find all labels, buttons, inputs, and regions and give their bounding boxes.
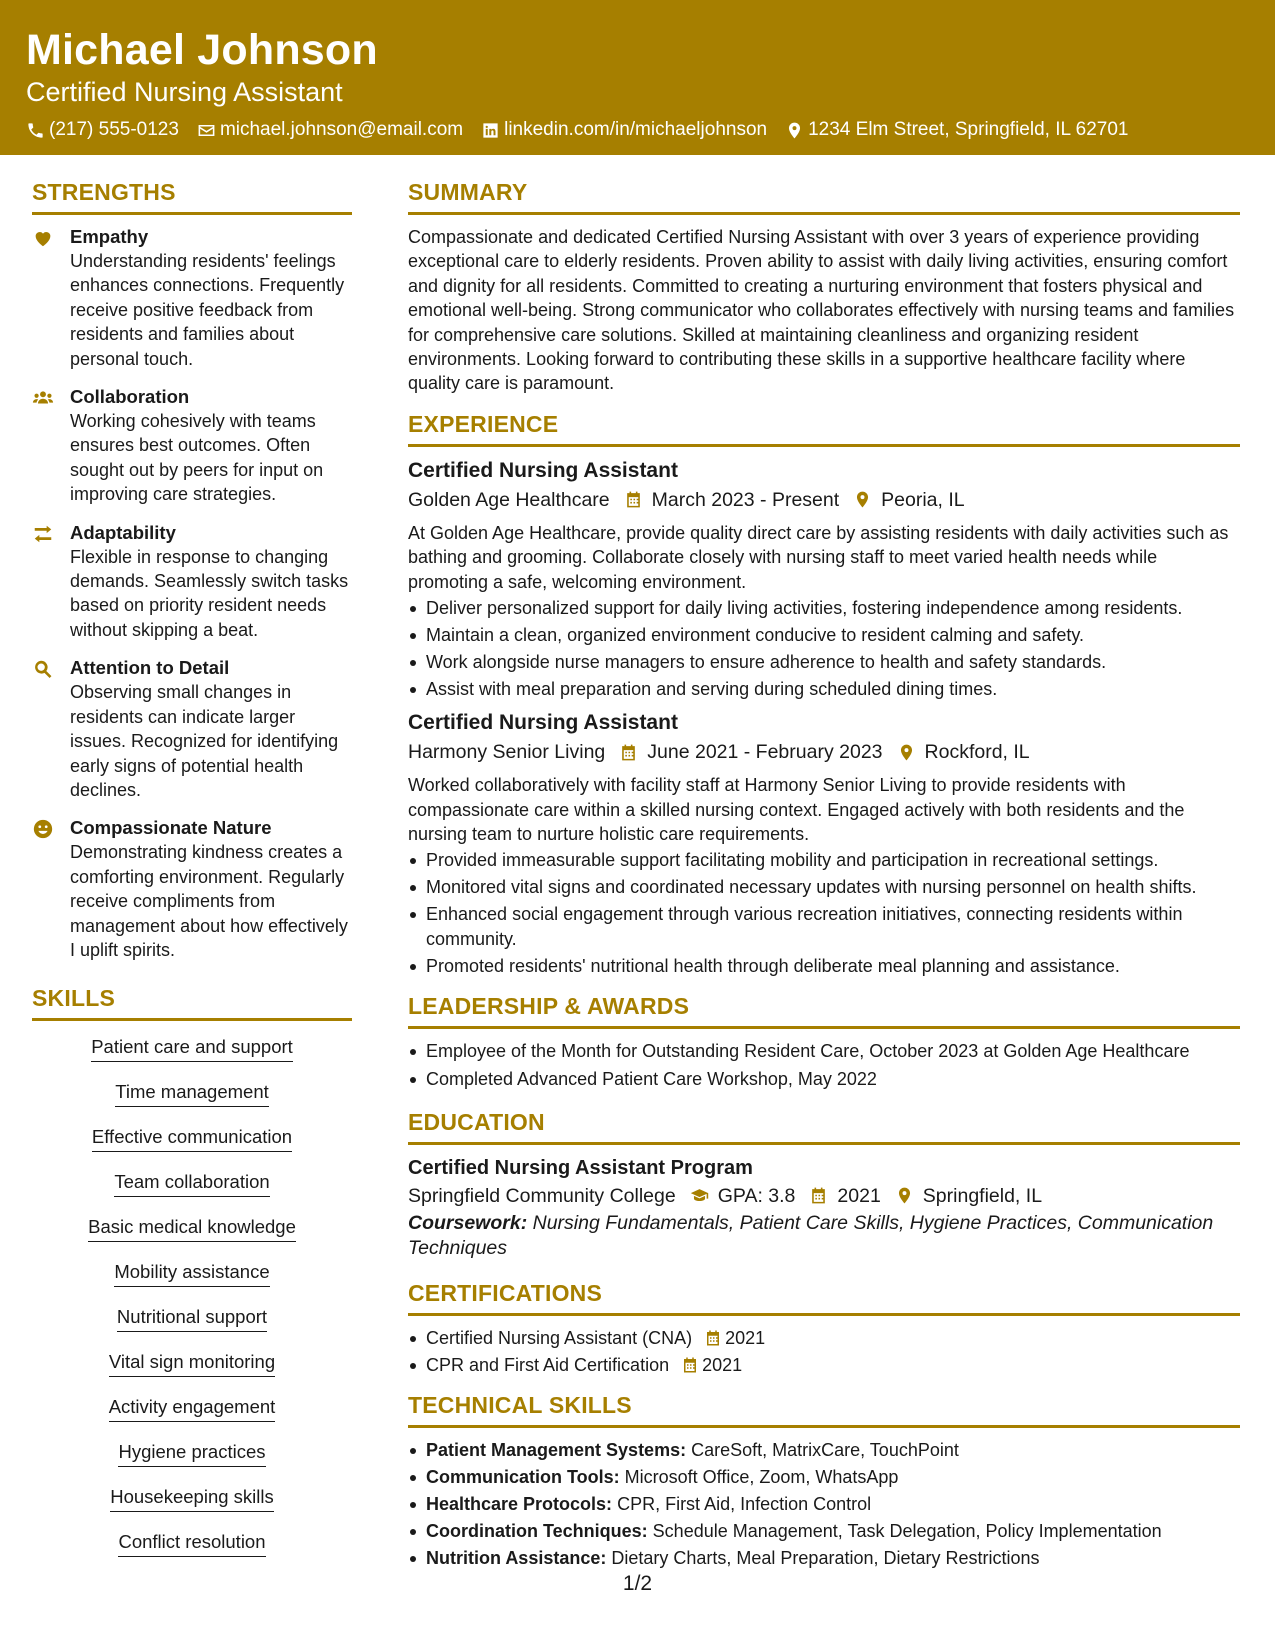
technical-skill-label: Coordination Techniques: bbox=[426, 1520, 648, 1541]
map-pin-icon bbox=[853, 490, 872, 509]
certifications-heading: CERTIFICATIONS bbox=[408, 1279, 1240, 1316]
technical-skill-value: Dietary Charts, Meal Preparation, Dietary Restrictions bbox=[606, 1547, 1040, 1568]
skill-item: Patient care and support bbox=[91, 1035, 293, 1062]
job-bullet: Promoted residents' nutritional health through deliberate meal planning and assistance. bbox=[408, 954, 1240, 978]
education-heading: EDUCATION bbox=[408, 1108, 1240, 1145]
left-column bbox=[32, 178, 352, 1575]
education-year: 2021 bbox=[837, 1184, 881, 1207]
technical-skill-value: CPR, First Aid, Infection Control bbox=[612, 1493, 872, 1514]
resume-header bbox=[0, 0, 1275, 155]
summary-heading: SUMMARY bbox=[408, 178, 1240, 215]
map-pin-icon bbox=[785, 121, 804, 140]
skills-list bbox=[32, 1035, 352, 1575]
technical-skills-heading: TECHNICAL SKILLS bbox=[408, 1391, 1240, 1428]
contact-linkedin[interactable] bbox=[481, 117, 767, 143]
arrows-swap-icon bbox=[32, 523, 54, 545]
candidate-title: Certified Nursing Assistant bbox=[26, 77, 343, 107]
phone-icon bbox=[26, 121, 45, 140]
contact-email[interactable] bbox=[197, 117, 463, 143]
award-item: Employee of the Month for Outstanding Resident Care, October 2023 at Golden Age Healthcare bbox=[408, 1039, 1240, 1063]
technical-skills-list bbox=[408, 1438, 1240, 1570]
technical-skill-item bbox=[408, 1519, 1240, 1543]
graduation-cap-icon bbox=[690, 1186, 709, 1205]
strength-name: Attention to Detail bbox=[70, 657, 230, 679]
linkedin-text: linkedin.com/in/michaeljohnson bbox=[504, 119, 768, 140]
job-meta bbox=[408, 737, 1240, 767]
education-meta bbox=[408, 1181, 1240, 1211]
job-title: Certified Nursing Assistant bbox=[408, 711, 678, 735]
certification-name: CPR and First Aid Certification bbox=[426, 1354, 670, 1375]
strength-name: Empathy bbox=[70, 226, 149, 247]
certification-year: 2021 bbox=[702, 1354, 743, 1375]
strength-desc: Observing small changes in residents can indicate larger issues. Recognized for identifying early signs of potential health declines. bbox=[70, 682, 339, 800]
strengths-heading: STRENGTHS bbox=[32, 178, 352, 215]
heart-icon bbox=[32, 227, 54, 249]
strength-desc: Understanding residents' feelings enhances connections. Frequently receive positive feedback from residents and families about personal touch. bbox=[70, 251, 345, 369]
strength-item bbox=[32, 816, 352, 962]
strength-name: Collaboration bbox=[70, 386, 190, 408]
strength-name: Compassionate Nature bbox=[70, 817, 272, 839]
phone-text: (217) 555-0123 bbox=[49, 119, 179, 140]
contact-bar bbox=[26, 117, 1275, 143]
envelope-icon bbox=[197, 121, 216, 140]
skills-heading: SKILLS bbox=[32, 984, 352, 1021]
contact-phone[interactable] bbox=[26, 117, 179, 143]
address-text: 1234 Elm Street, Springfield, IL 62701 bbox=[808, 119, 1129, 140]
technical-skill-value: Microsoft Office, Zoom, WhatsApp bbox=[619, 1466, 899, 1487]
education-entry bbox=[408, 1155, 1240, 1261]
job-company: Harmony Senior Living bbox=[408, 741, 606, 764]
coursework-label: Coursework: bbox=[408, 1211, 528, 1234]
education-location: Springfield, IL bbox=[922, 1184, 1043, 1207]
technical-skill-label: Nutrition Assistance: bbox=[426, 1547, 607, 1568]
skill-item: Hygiene practices bbox=[118, 1440, 265, 1467]
technical-skill-value: CareSoft, MatrixCare, TouchPoint bbox=[686, 1440, 959, 1461]
job-bullet: Maintain a clean, organized environment conducive to resident calming and safety. bbox=[408, 623, 1240, 647]
map-pin-icon bbox=[897, 743, 916, 762]
technical-skill-item bbox=[408, 1492, 1240, 1516]
awards-heading: LEADERSHIP & AWARDS bbox=[408, 992, 1240, 1029]
job-bullets bbox=[408, 848, 1240, 978]
job-dates: June 2021 - February 2023 bbox=[647, 741, 883, 764]
certification-year: 2021 bbox=[725, 1327, 766, 1348]
linkedin-icon bbox=[481, 121, 500, 140]
education-program: Certified Nursing Assistant Program bbox=[408, 1156, 753, 1179]
education-school: Springfield Community College bbox=[408, 1184, 676, 1207]
skill-item: Basic medical knowledge bbox=[88, 1215, 296, 1242]
coursework-text: Nursing Fundamentals, Patient Care Skills, Hygiene Practices, Communication Techniques bbox=[408, 1211, 1214, 1259]
skill-item: Team collaboration bbox=[114, 1170, 269, 1197]
education-coursework bbox=[408, 1211, 1240, 1261]
technical-skill-item bbox=[408, 1546, 1240, 1570]
job-location: Rockford, IL bbox=[924, 741, 1030, 764]
job-bullet: Deliver personalized support for daily living activities, fostering independence among residents. bbox=[408, 596, 1240, 620]
award-item: Completed Advanced Patient Care Workshop, May 2022 bbox=[408, 1067, 1240, 1091]
technical-skill-item bbox=[408, 1438, 1240, 1462]
users-icon bbox=[32, 387, 54, 409]
experience-heading: EXPERIENCE bbox=[408, 410, 1240, 447]
map-pin-icon bbox=[895, 1186, 914, 1205]
awards-list bbox=[408, 1039, 1240, 1092]
skill-item: Time management bbox=[115, 1080, 269, 1107]
education-gpa: GPA: 3.8 bbox=[717, 1184, 796, 1207]
calendar-icon bbox=[619, 743, 638, 762]
technical-skill-label: Patient Management Systems: bbox=[426, 1440, 687, 1461]
job-bullet: Assist with meal preparation and serving during scheduled dining times. bbox=[408, 677, 1240, 701]
job-bullet: Enhanced social engagement through various recreation initiatives, connecting residents within community. bbox=[408, 902, 1240, 951]
strength-item bbox=[32, 385, 352, 507]
job-bullet: Provided immeasurable support facilitating mobility and participation in recreational settings. bbox=[408, 848, 1240, 872]
job-location: Peoria, IL bbox=[881, 488, 965, 511]
candidate-name: Michael Johnson bbox=[26, 26, 378, 74]
strength-item bbox=[32, 225, 352, 371]
page-number: 1/2 bbox=[622, 1572, 653, 1595]
smile-icon bbox=[32, 818, 54, 840]
skill-item: Mobility assistance bbox=[114, 1260, 269, 1287]
skill-item: Activity engagement bbox=[109, 1395, 276, 1422]
technical-skill-label: Healthcare Protocols: bbox=[426, 1493, 613, 1514]
job-entry bbox=[408, 457, 1240, 701]
certification-item bbox=[408, 1353, 1240, 1377]
skill-item: Housekeeping skills bbox=[110, 1485, 274, 1512]
calendar-icon bbox=[809, 1186, 828, 1205]
technical-skill-label: Communication Tools: bbox=[426, 1466, 620, 1487]
contact-address bbox=[785, 117, 1128, 143]
calendar-icon bbox=[624, 490, 643, 509]
strength-name: Adaptability bbox=[70, 521, 176, 543]
job-title: Certified Nursing Assistant bbox=[408, 458, 678, 482]
certifications-list bbox=[408, 1326, 1240, 1377]
strength-desc: Flexible in response to changing demands. Seamlessly switch tasks based on priority resident needs without skipping a beat. bbox=[70, 546, 349, 640]
job-bullet: Monitored vital signs and coordinated necessary updates with nursing personnel on health shifts. bbox=[408, 875, 1240, 899]
calendar-icon bbox=[704, 1329, 722, 1347]
email-text: michael.johnson@email.com bbox=[219, 119, 464, 140]
summary-text: Compassionate and dedicated Certified Nursing Assistant with over 3 years of experience providing exceptional care to elderly residents. Proven ability to assist with daily living activities, ensuring comfort and dignity for all residents. Committed to creating a nurturing environment that fosters physical and emotional well-being. Strong communicator who collaborates effectively with nursing teams and families for comprehensive care solutions. Skilled at maintaining cleanliness and organizing resident environments. Looking forward to contributing these skills in a supportive healthcare facility where quality care is paramount. bbox=[408, 227, 1235, 394]
strength-desc: Demonstrating kindness creates a comforting environment. Regularly receive compliments from management about how effectively I uplift spirits. bbox=[70, 842, 348, 960]
skill-item: Vital sign monitoring bbox=[109, 1350, 275, 1377]
job-description: Worked collaboratively with facility staff at Harmony Senior Living to provide residents with compassionate care within a skilled nursing context. Engaged actively with both residents and the nursing team to nurture holistic care requirements. bbox=[408, 775, 1185, 844]
strength-item bbox=[32, 521, 352, 643]
calendar-icon bbox=[681, 1356, 699, 1374]
certification-name: Certified Nursing Assistant (CNA) bbox=[426, 1327, 693, 1348]
skill-item: Conflict resolution bbox=[118, 1530, 265, 1557]
job-bullets bbox=[408, 596, 1240, 701]
strength-item bbox=[32, 656, 352, 802]
job-entry bbox=[408, 709, 1240, 978]
skill-item: Nutritional support bbox=[117, 1305, 267, 1332]
job-dates: March 2023 - Present bbox=[651, 488, 840, 511]
right-column bbox=[408, 178, 1240, 1573]
technical-skill-item bbox=[408, 1465, 1240, 1489]
strength-desc: Working cohesively with teams ensures best outcomes. Often sought out by peers for input on improving care strategies. bbox=[70, 411, 324, 505]
search-icon bbox=[32, 658, 54, 680]
technical-skill-value: Schedule Management, Task Delegation, Policy Implementation bbox=[647, 1520, 1162, 1541]
job-bullet: Work alongside nurse managers to ensure adherence to health and safety standards. bbox=[408, 650, 1240, 674]
certification-item bbox=[408, 1326, 1240, 1350]
job-meta bbox=[408, 485, 1240, 515]
job-description: At Golden Age Healthcare, provide quality direct care by assisting residents with daily activities such as bathing and grooming. Collaborate closely with nursing staff to meet varied health needs while promoting a safe, welcoming environment. bbox=[408, 522, 1229, 592]
job-company: Golden Age Healthcare bbox=[408, 488, 610, 511]
skill-item: Effective communication bbox=[92, 1125, 292, 1152]
